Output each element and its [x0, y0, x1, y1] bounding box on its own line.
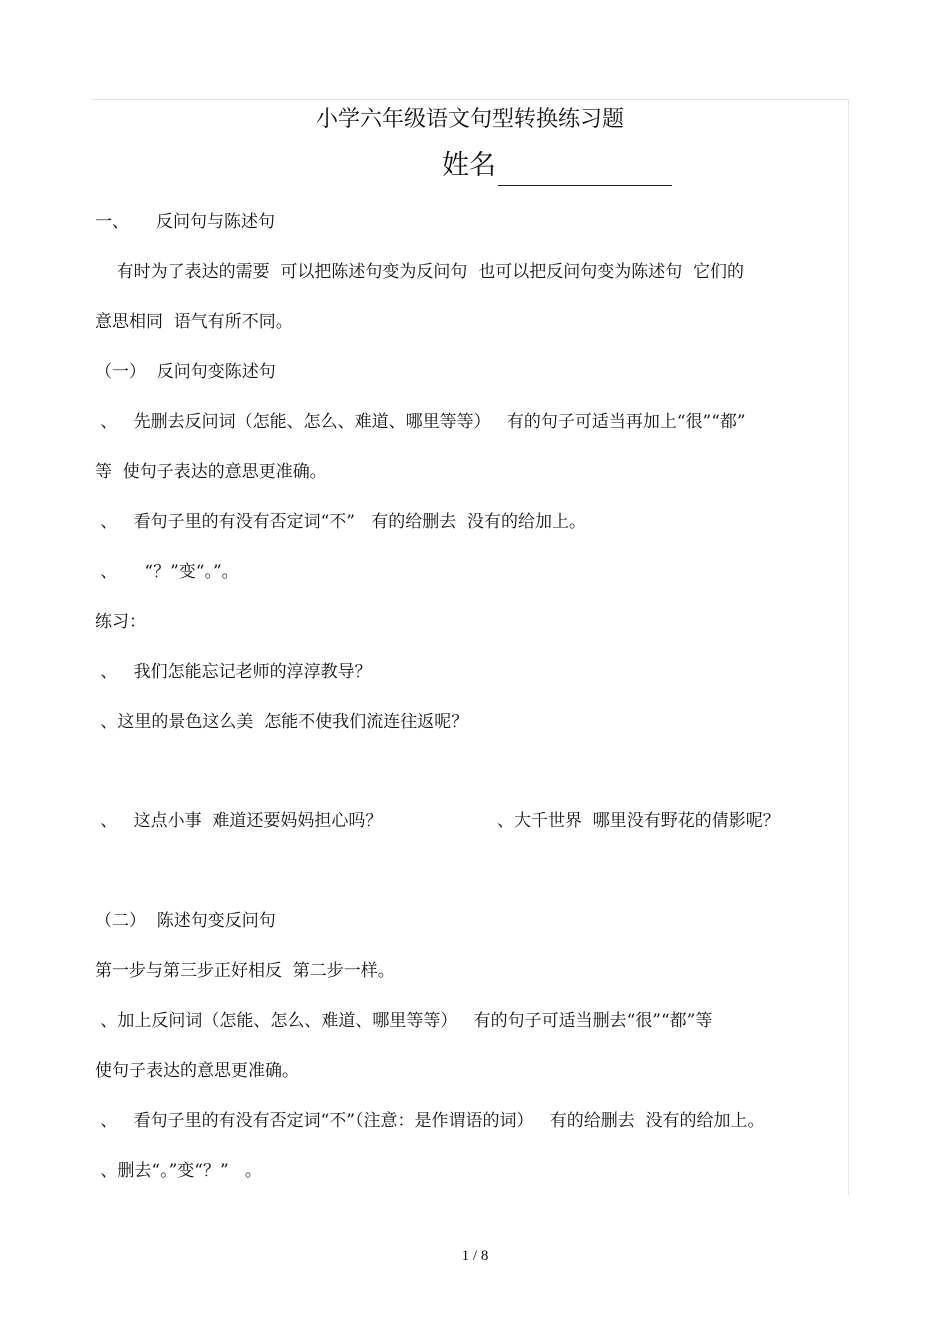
exercise-item-1: 、 我们怎能忘记老师的淳淳教导？ [95, 662, 372, 682]
step-3: 、删去“。”变“？” 。 [95, 1161, 262, 1181]
document-title: 小学六年级语文句型转换练习题 [315, 107, 624, 132]
section-heading-1: 一、 反问句与陈述句 [95, 212, 276, 232]
name-field [442, 146, 672, 188]
rule-2: 、 看句子里的有没有否定词“不” 有的给删去 没有的给加上。 [95, 512, 587, 532]
page-frame-top-border [91, 99, 848, 100]
exercise-item-4: 、大千世界 哪里没有野花的倩影呢？ [497, 811, 780, 831]
page-frame-right-border [848, 99, 849, 1195]
subsection-heading-1: （一） 反问句变陈述句 [95, 362, 276, 382]
name-label: 姓名 [442, 150, 496, 181]
exercise-item-3: 、 这点小事 难道还要妈妈担心吗？ [95, 811, 383, 831]
step-1-line-1: 、加上反问词（怎能、怎么、难道、哪里等等） 有的句子可适当删去“很”“都”等 [95, 1011, 713, 1031]
rule-3: 、 “？”变“。”。 [95, 562, 239, 582]
intro-paragraph-line-1: 有时为了表达的需要 可以把陈述句变为反问句 也可以把反问句变为陈述句 它们的 [95, 262, 745, 282]
name-blank-line [498, 146, 672, 186]
rule-1-line-2: 等 使句子表达的意思更准确。 [95, 462, 327, 482]
step-2: 、 看句子里的有没有否定词“不”（注意：是作谓语的词） 有的给删去 没有的给加上。 [95, 1111, 765, 1131]
steps-intro: 第一步与第三步正好相反 第二步一样。 [95, 961, 395, 981]
exercise-item-2: 、这里的景色这么美 怎能不使我们流连往返呢？ [95, 712, 469, 732]
rule-1-line-1: 、 先删去反问词（怎能、怎么、难道、哪里等等） 有的句子可适当再加上“很”“都” [95, 412, 746, 432]
exercise-heading: 练习： [95, 612, 146, 632]
step-1-line-2: 使句子表达的意思更准确。 [95, 1061, 299, 1081]
page-number: 1 / 8 [461, 1248, 489, 1264]
intro-paragraph-line-2: 意思相同 语气有所不同。 [95, 312, 293, 332]
subsection-heading-2: （二） 陈述句变反问句 [95, 911, 276, 931]
